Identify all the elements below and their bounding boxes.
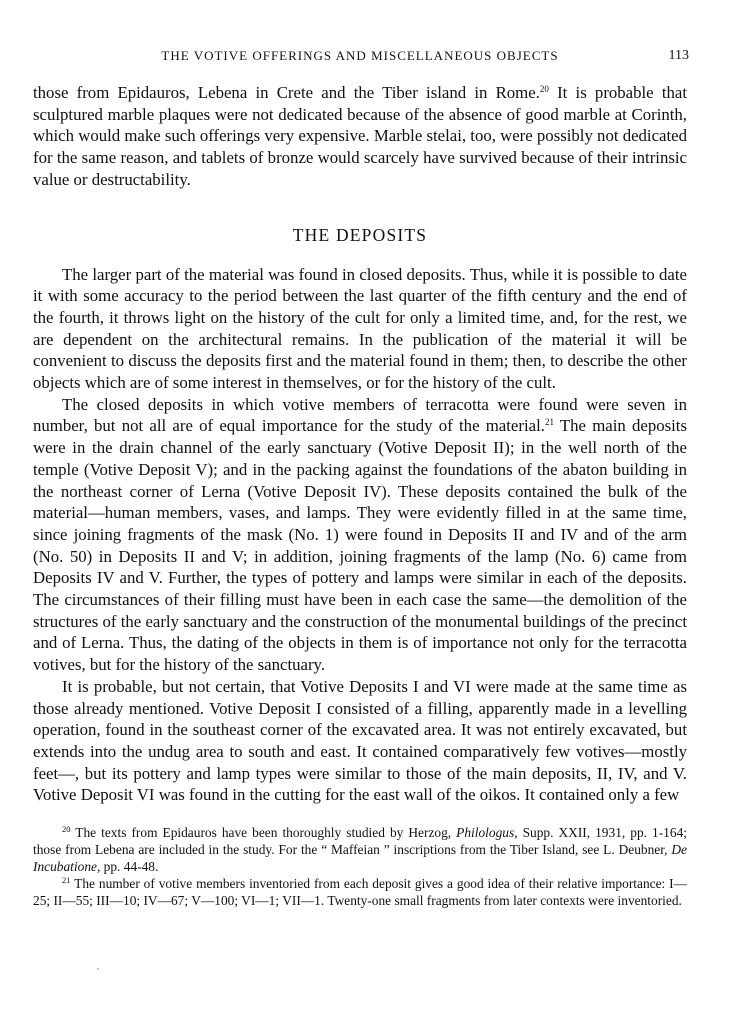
footnote-mark: 20 xyxy=(62,824,71,835)
section-heading: THE DEPOSITS xyxy=(292,224,428,245)
footnote-text: , pp. 44-48. xyxy=(96,859,159,875)
footnote-ref-21: 21 xyxy=(544,417,554,428)
paragraph-closed-deposits xyxy=(33,394,687,676)
running-head xyxy=(33,44,687,68)
body-text xyxy=(33,82,687,806)
footnotes xyxy=(33,824,687,909)
footnote-text: The number of votive members inventoried from each deposit gives a good idea of their relative importance: I—25; II—55; III—10; IV—67; V—100; VI—1; VII—1. Twenty-one small fragments from later contexts were inventoried. xyxy=(33,876,687,909)
footnote-21 xyxy=(33,875,687,909)
paragraph-text: those from Epidauros, Lebena in Crete and the Tiber island in Rome. xyxy=(33,83,540,102)
paragraph-text: The main deposits were in the drain channel of the early sanctuary (Votive Deposit II); in the well north of the temple (Votive Deposit V); and in the packing against the foundations of the abaton building in the northeast corner of Lerna (Votive Deposit IV). These deposits contained the bulk of the material—human members, vases, and lamps. They were evidently filled in at the same time, since joining fragments of the mask (No. 1) were found in Deposits II and IV and of the arm (No. 50) in Deposits II and V; in addition, joining fragments of the lamp (No. 6) came from Deposits IV and V. Further, the types of pottery and lamps were similar in each of the deposits. The circumstances of their filling must have been in each case the same—the demolition of the structures of the early sanctuary and the construction of the monumental buildings of the precinct and of Lerna. Thus, the dating of the objects in them is of importance not only for the terracotta votives, but for the history of the sanctuary. xyxy=(33,416,688,675)
footnote-ref-20: 20 xyxy=(539,84,549,94)
paragraph-text: The closed deposits in which votive members of terracotta were found were seven in number, but not all are of equal importance for the study of the material. xyxy=(33,394,687,436)
footnote-mark: 21 xyxy=(62,875,71,886)
footnote-text: The texts from Epidauros have been thoroughly studied by Herzog, xyxy=(70,825,457,841)
footnote-italic-title: De Incubatione xyxy=(33,842,687,875)
footnote-20 xyxy=(33,824,687,875)
paragraph-deposits-i-vi: It is probable, but not certain, that Votive Deposits I and VI were made at the same time as those already mentioned. Votive Deposit I consisted of a filling, apparently made in a levelling operation, found in the southeast corner of the excavated area. It was not entirely excavated, but extends into the undug area to south and east. It contained comparatively few votives—mostly feet—, but its pottery and lamp types were similar to those of the main deposits, II, IV, and V. Votive Deposit VI was found in the cutting for the east wall of the oikos. It contained only a few xyxy=(33,676,687,805)
running-title: THE VOTIVE OFFERINGS AND MISCELLANEOUS OBJECTS xyxy=(161,48,559,63)
scan-speck xyxy=(97,968,99,970)
paragraph-text: It is probable that sculptured marble plaques were not dedicated because of the absence of good marble at Corinth, which would make such offerings very expensive. Marble stelai, too, were possibly not dedicated for the same reason, and tablets of bronze would scarcely have survived because of their intrinsic value or destructability. xyxy=(33,83,687,189)
footnote-italic-title: Philologus xyxy=(456,825,515,841)
footnote-text: , Supp. XXII, 1931, pp. 1-164; those from Lebena are included in the study. For the “ Maffeian ” inscriptions from the Tiber Island, see L. Deubner, xyxy=(33,825,687,858)
page-number: 113 xyxy=(668,48,689,63)
page xyxy=(33,44,687,909)
paragraph-continuation xyxy=(33,82,687,191)
paragraph-deposits-intro: The larger part of the material was found in closed deposits. Thus, while it is possible to date it with some accuracy to the period between the last quarter of the fifth century and the end of the fourth, it throws light on the history of the cult for only a limited time, and, for the rest, we are dependent on the architectural remains. In the publication of the material it will be convenient to discuss the deposits first and the material found in them; then, to describe the other objects which are of some interest in themselves, or for the history of the cult. xyxy=(33,264,687,393)
